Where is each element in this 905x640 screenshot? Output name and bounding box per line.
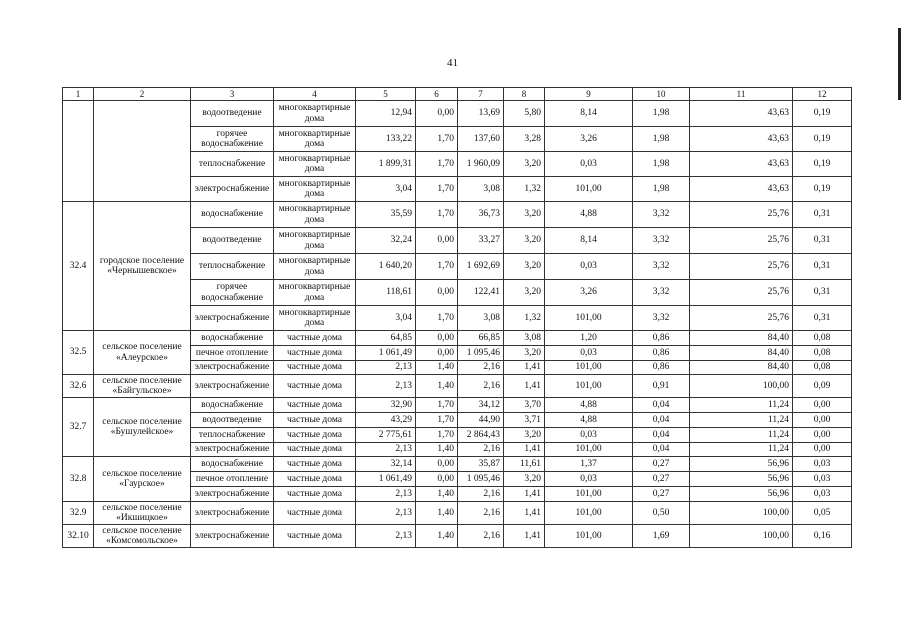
table-row [63,398,852,413]
service-cell: водоотведение [191,413,274,428]
group-id-cell: 32.6 [63,375,94,398]
value-cell-col6: 0,00 [416,472,458,487]
value-cell-col5: 3,04 [356,177,416,202]
value-cell-col11: 25,76 [690,280,793,306]
value-cell-col11: 25,76 [690,202,793,228]
value-cell-col5: 1 061,49 [356,472,416,487]
value-cell-col9: 101,00 [545,306,633,331]
value-cell-col8: 1,41 [504,525,545,548]
value-cell-col10: 3,32 [633,254,690,280]
value-cell-col10: 0,04 [633,413,690,428]
value-cell-col7: 2,16 [458,525,504,548]
value-cell-col8: 3,28 [504,127,545,152]
value-cell-col8: 1,41 [504,361,545,375]
value-cell-col5: 133,22 [356,127,416,152]
value-cell-col11: 43,63 [690,127,793,152]
value-cell-col6: 1,70 [416,254,458,280]
value-cell-col10: 0,86 [633,346,690,361]
value-cell-col11: 11,24 [690,398,793,413]
housing-type-cell: частные дома [274,413,356,428]
value-cell-col7: 35,87 [458,457,504,472]
value-cell-col10: 0,27 [633,487,690,502]
value-cell-col9: 0,03 [545,152,633,177]
value-cell-col12: 0,19 [793,127,852,152]
value-cell-col9: 4,88 [545,413,633,428]
value-cell-col5: 2,13 [356,443,416,457]
value-cell-col6: 1,40 [416,443,458,457]
value-cell-col8: 1,41 [504,487,545,502]
housing-type-cell: частные дома [274,428,356,443]
value-cell-col6: 1,70 [416,202,458,228]
housing-type-cell: частные дома [274,375,356,398]
value-cell-col5: 2,13 [356,525,416,548]
value-cell-col8: 3,20 [504,428,545,443]
value-cell-col8: 3,71 [504,413,545,428]
group-id-cell: 32.4 [63,202,94,331]
group-name-cell: городское поселение «Чернышевское» [94,202,191,331]
service-cell: водоснабжение [191,331,274,346]
value-cell-col5: 64,85 [356,331,416,346]
page-number: 41 [447,57,458,69]
value-cell-col10: 3,32 [633,280,690,306]
service-cell: теплоснабжение [191,152,274,177]
value-cell-col9: 4,88 [545,202,633,228]
value-cell-col11: 56,96 [690,472,793,487]
value-cell-col12: 0,00 [793,428,852,443]
value-cell-col7: 2 864,43 [458,428,504,443]
value-cell-col12: 0,31 [793,228,852,254]
value-cell-col7: 33,27 [458,228,504,254]
value-cell-col12: 0,05 [793,502,852,525]
value-cell-col6: 1,70 [416,306,458,331]
value-cell-col12: 0,03 [793,457,852,472]
service-cell: электроснабжение [191,361,274,375]
value-cell-col7: 1 692,69 [458,254,504,280]
value-cell-col11: 11,24 [690,413,793,428]
service-cell: печное отопление [191,346,274,361]
value-cell-col5: 35,59 [356,202,416,228]
value-cell-col5: 1 061,49 [356,346,416,361]
value-cell-col5: 3,04 [356,306,416,331]
service-cell: электроснабжение [191,502,274,525]
group-name-cell: сельское поселение «Гаурское» [94,457,191,502]
value-cell-col12: 0,00 [793,413,852,428]
value-cell-col11: 56,96 [690,487,793,502]
value-cell-col8: 1,32 [504,177,545,202]
housing-type-cell: частные дома [274,361,356,375]
scan-edge-mark [898,28,901,100]
value-cell-col6: 0,00 [416,228,458,254]
value-cell-col6: 0,00 [416,346,458,361]
housing-type-cell: многоквартирные дома [274,101,356,127]
value-cell-col6: 1,70 [416,398,458,413]
value-cell-col11: 25,76 [690,228,793,254]
value-cell-col11: 84,40 [690,346,793,361]
value-cell-col5: 12,94 [356,101,416,127]
housing-type-cell: многоквартирные дома [274,202,356,228]
table-row [63,457,852,472]
value-cell-col10: 1,98 [633,127,690,152]
value-cell-col12: 0,19 [793,101,852,127]
value-cell-col8: 3,20 [504,280,545,306]
value-cell-col8: 1,41 [504,375,545,398]
value-cell-col10: 0,50 [633,502,690,525]
header-cell: 10 [633,88,690,101]
value-cell-col12: 0,19 [793,177,852,202]
value-cell-col9: 8,14 [545,228,633,254]
value-cell-col9: 3,26 [545,280,633,306]
housing-type-cell: многоквартирные дома [274,152,356,177]
value-cell-col9: 8,14 [545,101,633,127]
value-cell-col10: 0,04 [633,428,690,443]
value-cell-col7: 1 095,46 [458,472,504,487]
value-cell-col10: 0,91 [633,375,690,398]
group-name-cell: сельское поселение «Бушулейское» [94,398,191,457]
value-cell-col6: 0,00 [416,331,458,346]
header-cell: 3 [191,88,274,101]
value-cell-col7: 44,90 [458,413,504,428]
group-name-cell [94,101,191,202]
value-cell-col9: 101,00 [545,525,633,548]
table-body [63,88,852,548]
header-cell: 9 [545,88,633,101]
value-cell-col11: 84,40 [690,361,793,375]
housing-type-cell: многоквартирные дома [274,127,356,152]
value-cell-col10: 0,86 [633,331,690,346]
group-name-cell: сельское поселение «Байгульское» [94,375,191,398]
service-cell: электроснабжение [191,525,274,548]
value-cell-col11: 11,24 [690,443,793,457]
value-cell-col8: 11,61 [504,457,545,472]
header-cell: 8 [504,88,545,101]
value-cell-col9: 1,37 [545,457,633,472]
value-cell-col9: 101,00 [545,502,633,525]
header-cell: 6 [416,88,458,101]
service-cell: печное отопление [191,472,274,487]
value-cell-col11: 100,00 [690,502,793,525]
value-cell-col10: 3,32 [633,306,690,331]
service-cell: электроснабжение [191,487,274,502]
value-cell-col8: 3,20 [504,254,545,280]
value-cell-col12: 0,00 [793,443,852,457]
value-cell-col8: 3,20 [504,152,545,177]
value-cell-col12: 0,19 [793,152,852,177]
value-cell-col6: 1,40 [416,361,458,375]
value-cell-col7: 3,08 [458,177,504,202]
value-cell-col9: 101,00 [545,443,633,457]
value-cell-col9: 1,20 [545,331,633,346]
value-cell-col6: 1,40 [416,487,458,502]
value-cell-col10: 0,27 [633,457,690,472]
value-cell-col8: 3,20 [504,202,545,228]
housing-type-cell: частные дома [274,487,356,502]
value-cell-col5: 1 640,20 [356,254,416,280]
value-cell-col8: 3,20 [504,346,545,361]
value-cell-col6: 1,70 [416,428,458,443]
service-cell: теплоснабжение [191,428,274,443]
header-cell: 12 [793,88,852,101]
value-cell-col8: 1,32 [504,306,545,331]
service-cell: электроснабжение [191,306,274,331]
group-name-cell: сельское поселение «Икшицкое» [94,502,191,525]
housing-type-cell: многоквартирные дома [274,280,356,306]
value-cell-col5: 2,13 [356,375,416,398]
value-cell-col11: 43,63 [690,101,793,127]
value-cell-col7: 3,08 [458,306,504,331]
value-cell-col10: 1,69 [633,525,690,548]
table-row [63,202,852,228]
value-cell-col5: 118,61 [356,280,416,306]
value-cell-col9: 0,03 [545,254,633,280]
group-id-cell: 32.10 [63,525,94,548]
service-cell: горячее водоснабжение [191,127,274,152]
value-cell-col11: 84,40 [690,331,793,346]
housing-type-cell: частные дома [274,457,356,472]
value-cell-col5: 2,13 [356,361,416,375]
value-cell-col10: 3,32 [633,202,690,228]
value-cell-col9: 3,26 [545,127,633,152]
housing-type-cell: частные дома [274,398,356,413]
value-cell-col6: 1,40 [416,525,458,548]
housing-type-cell: многоквартирные дома [274,254,356,280]
header-cell: 5 [356,88,416,101]
value-cell-col9: 4,88 [545,398,633,413]
service-cell: горячее водоснабжение [191,280,274,306]
value-cell-col12: 0,03 [793,487,852,502]
value-cell-col7: 2,16 [458,361,504,375]
value-cell-col10: 0,86 [633,361,690,375]
value-cell-col6: 0,00 [416,101,458,127]
service-cell: водоотведение [191,101,274,127]
service-cell: электроснабжение [191,443,274,457]
value-cell-col11: 56,96 [690,457,793,472]
value-cell-col6: 1,70 [416,152,458,177]
table-row [63,375,852,398]
table-row [63,525,852,548]
value-cell-col5: 32,24 [356,228,416,254]
value-cell-col8: 3,20 [504,472,545,487]
value-cell-col7: 2,16 [458,502,504,525]
header-cell: 11 [690,88,793,101]
value-cell-col10: 0,04 [633,398,690,413]
header-cell: 1 [63,88,94,101]
value-cell-col9: 101,00 [545,375,633,398]
value-cell-col8: 5,80 [504,101,545,127]
header-cell: 7 [458,88,504,101]
value-cell-col7: 122,41 [458,280,504,306]
value-cell-col7: 36,73 [458,202,504,228]
value-cell-col5: 2,13 [356,487,416,502]
value-cell-col9: 101,00 [545,177,633,202]
tariff-table [62,87,852,548]
value-cell-col6: 1,40 [416,375,458,398]
value-cell-col5: 32,90 [356,398,416,413]
value-cell-col9: 0,03 [545,346,633,361]
group-id-cell [63,101,94,202]
value-cell-col5: 32,14 [356,457,416,472]
housing-type-cell: частные дома [274,472,356,487]
value-cell-col12: 0,31 [793,306,852,331]
value-cell-col5: 2,13 [356,502,416,525]
group-id-cell: 32.9 [63,502,94,525]
table-row [63,101,852,127]
value-cell-col10: 1,98 [633,152,690,177]
value-cell-col7: 1 960,09 [458,152,504,177]
value-cell-col7: 13,69 [458,101,504,127]
housing-type-cell: частные дома [274,443,356,457]
value-cell-col10: 1,98 [633,177,690,202]
value-cell-col12: 0,08 [793,361,852,375]
value-cell-col11: 100,00 [690,525,793,548]
value-cell-col9: 101,00 [545,361,633,375]
housing-type-cell: многоквартирные дома [274,177,356,202]
header-row [63,88,852,101]
value-cell-col6: 1,70 [416,413,458,428]
value-cell-col12: 0,16 [793,525,852,548]
housing-type-cell: многоквартирные дома [274,306,356,331]
group-name-cell: сельское поселение «Комсомольское» [94,525,191,548]
housing-type-cell: многоквартирные дома [274,228,356,254]
group-id-cell: 32.8 [63,457,94,502]
value-cell-col7: 2,16 [458,487,504,502]
value-cell-col11: 43,63 [690,152,793,177]
value-cell-col12: 0,31 [793,280,852,306]
value-cell-col7: 1 095,46 [458,346,504,361]
value-cell-col7: 2,16 [458,443,504,457]
value-cell-col12: 0,08 [793,346,852,361]
service-cell: водоснабжение [191,202,274,228]
value-cell-col8: 1,41 [504,502,545,525]
header-cell: 4 [274,88,356,101]
housing-type-cell: частные дома [274,525,356,548]
value-cell-col5: 1 899,31 [356,152,416,177]
value-cell-col6: 1,70 [416,177,458,202]
value-cell-col12: 0,31 [793,202,852,228]
value-cell-col11: 43,63 [690,177,793,202]
value-cell-col7: 2,16 [458,375,504,398]
value-cell-col8: 3,08 [504,331,545,346]
value-cell-col10: 0,27 [633,472,690,487]
service-cell: водоснабжение [191,457,274,472]
value-cell-col11: 25,76 [690,306,793,331]
value-cell-col10: 3,32 [633,228,690,254]
value-cell-col7: 66,85 [458,331,504,346]
group-id-cell: 32.7 [63,398,94,457]
value-cell-col8: 1,41 [504,443,545,457]
value-cell-col7: 137,60 [458,127,504,152]
value-cell-col12: 0,31 [793,254,852,280]
value-cell-col6: 0,00 [416,457,458,472]
value-cell-col8: 3,70 [504,398,545,413]
value-cell-col11: 11,24 [690,428,793,443]
value-cell-col12: 0,08 [793,331,852,346]
value-cell-col8: 3,20 [504,228,545,254]
group-id-cell: 32.5 [63,331,94,375]
value-cell-col5: 43,29 [356,413,416,428]
value-cell-col6: 1,40 [416,502,458,525]
value-cell-col5: 2 775,61 [356,428,416,443]
service-cell: электроснабжение [191,375,274,398]
value-cell-col6: 0,00 [416,280,458,306]
value-cell-col12: 0,00 [793,398,852,413]
service-cell: водоснабжение [191,398,274,413]
group-name-cell: сельское поселение «Алеурское» [94,331,191,375]
value-cell-col11: 100,00 [690,375,793,398]
housing-type-cell: частные дома [274,346,356,361]
table-row [63,331,852,346]
housing-type-cell: частные дома [274,331,356,346]
service-cell: водоотведение [191,228,274,254]
value-cell-col10: 1,98 [633,101,690,127]
value-cell-col12: 0,09 [793,375,852,398]
value-cell-col11: 25,76 [690,254,793,280]
value-cell-col9: 0,03 [545,472,633,487]
housing-type-cell: частные дома [274,502,356,525]
service-cell: теплоснабжение [191,254,274,280]
header-cell: 2 [94,88,191,101]
value-cell-col9: 0,03 [545,428,633,443]
value-cell-col7: 34,12 [458,398,504,413]
service-cell: электроснабжение [191,177,274,202]
table-row [63,502,852,525]
value-cell-col10: 0,04 [633,443,690,457]
value-cell-col12: 0,03 [793,472,852,487]
value-cell-col6: 1,70 [416,127,458,152]
value-cell-col9: 101,00 [545,487,633,502]
